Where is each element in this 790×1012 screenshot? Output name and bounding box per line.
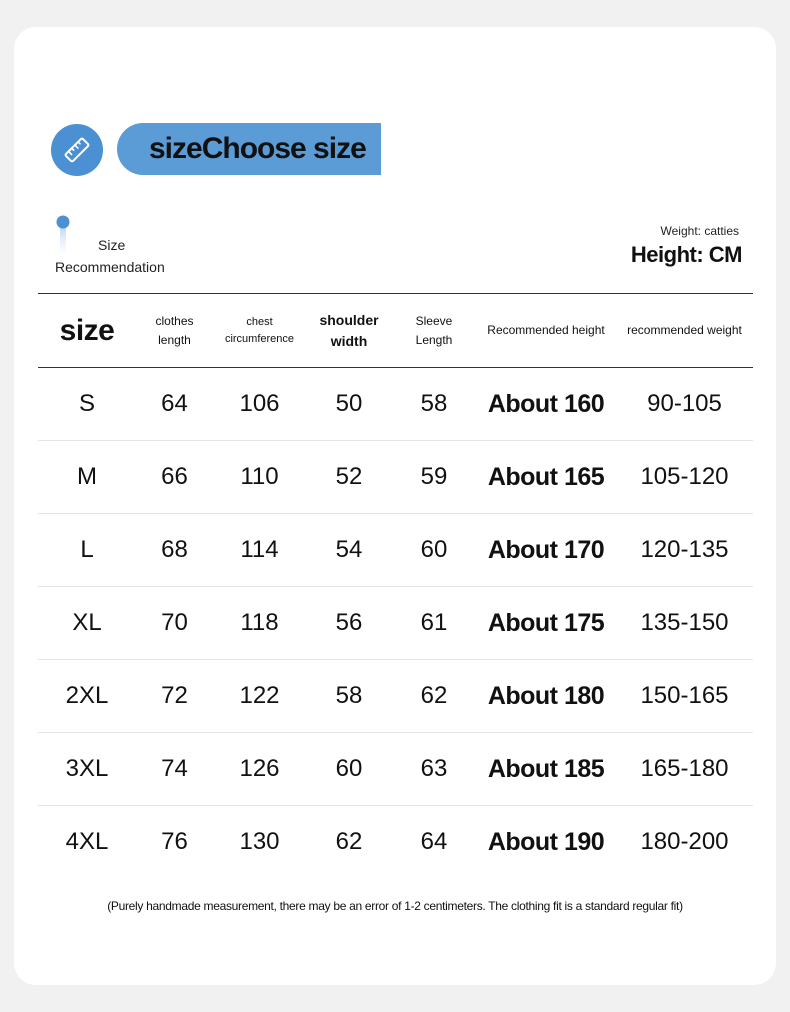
table-cell: About 160 — [487, 389, 605, 418]
table-cell: About 170 — [487, 535, 605, 564]
table-row — [38, 441, 753, 514]
table-cell: About 180 — [487, 681, 605, 710]
table-cell: 90-105 — [647, 390, 722, 417]
table-cell: 126 — [239, 755, 280, 782]
table-cell: 58 — [420, 390, 448, 417]
table-row — [38, 514, 753, 587]
table-cell: 76 — [161, 828, 188, 856]
column-header: Recommended height — [487, 323, 605, 337]
table-cell: 68 — [161, 536, 188, 563]
table-cell: 66 — [161, 463, 188, 490]
table-cell: 62 — [420, 682, 448, 709]
table-cell: 64 — [161, 390, 188, 417]
table-cell: 52 — [335, 463, 363, 490]
table-cell: 130 — [239, 828, 280, 856]
table-cell: 110 — [240, 463, 279, 490]
table-cell: About 175 — [487, 608, 605, 637]
size-cell: M — [77, 463, 97, 490]
table-cell: 60 — [335, 755, 363, 782]
table-header-row — [38, 294, 753, 368]
table-cell: 165-180 — [640, 755, 729, 782]
size-cell: 2XL — [65, 682, 109, 709]
table-cell: 106 — [239, 390, 280, 417]
table-cell: 105-120 — [640, 463, 729, 490]
table-cell: 180-200 — [640, 828, 729, 856]
table-cell: 50 — [335, 390, 363, 417]
table-row — [38, 733, 753, 806]
size-cell: 4XL — [65, 828, 109, 856]
table-row — [38, 660, 753, 733]
column-header: recommended weight — [627, 323, 742, 337]
table-cell: 122 — [239, 682, 280, 709]
table-cell: 63 — [420, 755, 448, 782]
size-cell: L — [80, 536, 94, 563]
size-cell: XL — [72, 609, 102, 636]
size-cell: 3XL — [65, 755, 109, 782]
table-cell: 118 — [240, 609, 279, 636]
table-cell: 54 — [335, 536, 363, 563]
column-header: shoulder width — [319, 311, 379, 349]
column-header: Sleeve Length — [415, 313, 453, 347]
table-cell: 56 — [335, 609, 363, 636]
recommendation-label: Recommendation — [55, 259, 165, 275]
page-title: sizeChoose size — [117, 123, 381, 175]
table-cell: 120-135 — [640, 536, 729, 563]
column-header: size — [59, 314, 115, 347]
table-cell: 62 — [335, 828, 363, 856]
table-cell: About 190 — [487, 827, 605, 856]
table-cell: 114 — [240, 536, 279, 563]
table-cell: 64 — [420, 828, 448, 856]
table-cell: About 185 — [487, 754, 605, 783]
weight-unit-label: Weight: catties — [660, 224, 739, 238]
footnote: (Purely handmade measurement, there may be an error of 1-2 centimeters. The clothing fit is a standard regular fit) — [107, 899, 683, 913]
table-cell: 58 — [335, 682, 363, 709]
table-cell: 72 — [161, 682, 188, 709]
table-row — [38, 587, 753, 660]
ruler-icon — [51, 124, 103, 176]
table-row — [38, 368, 753, 441]
column-header: clothes length — [155, 313, 194, 347]
height-unit-label: Height: CM — [630, 242, 742, 267]
table-cell: 150-165 — [640, 682, 729, 709]
table-row — [38, 806, 753, 879]
column-header: chest circumference — [224, 315, 295, 345]
pin-icon — [56, 215, 70, 253]
table-cell: 70 — [161, 609, 188, 636]
table-cell: 59 — [420, 463, 448, 490]
size-table — [38, 293, 753, 879]
table-cell: 61 — [420, 609, 448, 636]
table-cell: 60 — [420, 536, 448, 563]
table-cell: About 165 — [487, 462, 605, 491]
size-cell: S — [78, 390, 95, 417]
table-cell: 135-150 — [640, 609, 729, 636]
table-cell: 74 — [161, 755, 188, 782]
recommendation-label: Size — [98, 237, 126, 253]
